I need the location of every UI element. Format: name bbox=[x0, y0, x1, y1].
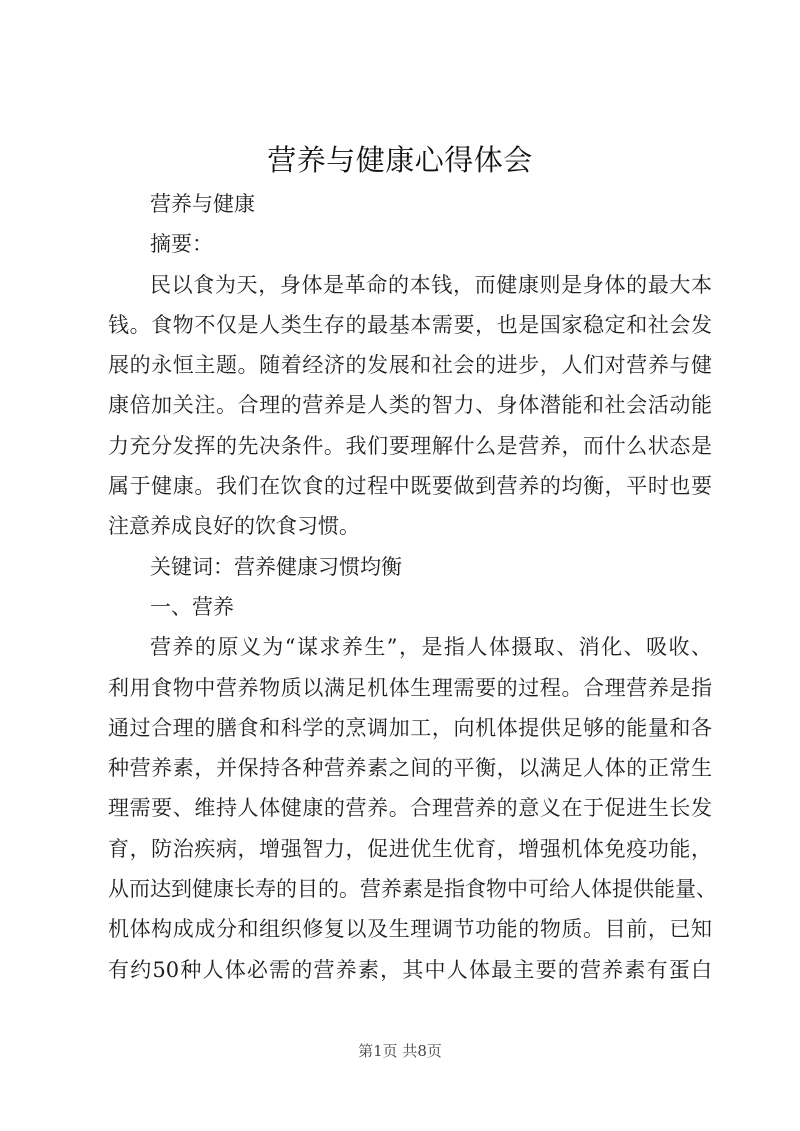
text-line: 从而达到健康长寿的目的。营养素是指食物中可给人体提供能量、 bbox=[108, 877, 717, 902]
text-line: 利用食物中营养物质以满足机体生理需要的过程。合理营养是指 bbox=[108, 675, 712, 700]
text-line: 民以食为天，身体是革命的本钱，而健康则是身体的最大本 bbox=[150, 272, 712, 297]
text-line: 通过合理的膳食和科学的烹调加工，向机体提供足够的能量和各 bbox=[108, 715, 712, 740]
document-body bbox=[108, 184, 717, 990]
text-line: 种营养素，并保持各种营养素之间的平衡，以满足人体的正常生 bbox=[108, 756, 712, 781]
text-line: 营养与健康 bbox=[150, 192, 255, 216]
text-line: 一、营养 bbox=[150, 594, 234, 619]
text-line: 有约50种人体必需的营养素，其中人体最主要的营养素有蛋白 bbox=[108, 957, 712, 982]
text-line: 注意养成良好的饮食习惯。 bbox=[108, 514, 360, 539]
paragraph bbox=[108, 265, 712, 547]
page-footer: 第1页 共8页 bbox=[358, 1042, 442, 1060]
text-line: 机体构成成分和组织修复以及生理调节功能的物质。目前，已知 bbox=[108, 917, 712, 942]
paragraph bbox=[108, 224, 712, 264]
text-line: 关键词：营养健康习惯均衡 bbox=[150, 554, 402, 579]
paragraph bbox=[108, 184, 712, 224]
text-line: 营养的原义为“谋求养生”，是指人体摄取、消化、吸收、 bbox=[150, 635, 712, 660]
text-line: 展的永恒主题。随着经济的发展和社会的进步，人们对营养与健 bbox=[108, 353, 712, 378]
text-line: 摘要： bbox=[150, 232, 213, 257]
text-line: 属于健康。我们在饮食的过程中既要做到营养的均衡，平时也要 bbox=[108, 474, 712, 499]
paragraph bbox=[108, 627, 717, 990]
document-title: 营养与健康心得体会 bbox=[267, 143, 533, 177]
text-line: 育，防治疾病，增强智力，促进优生优育，增强机体免疫功能， bbox=[108, 836, 712, 861]
text-line: 钱。食物不仅是人类生存的最基本需要，也是国家稳定和社会发 bbox=[108, 312, 712, 337]
paragraph bbox=[108, 587, 712, 627]
text-line: 康倍加关注。合理的营养是人类的智力、身体潜能和社会活动能 bbox=[108, 393, 712, 418]
paragraph bbox=[108, 547, 712, 587]
text-line: 力充分发挥的先决条件。我们要理解什么是营养，而什么状态是 bbox=[108, 433, 712, 458]
text-line: 理需要、维持人体健康的营养。合理营养的意义在于促进生长发 bbox=[108, 796, 712, 821]
